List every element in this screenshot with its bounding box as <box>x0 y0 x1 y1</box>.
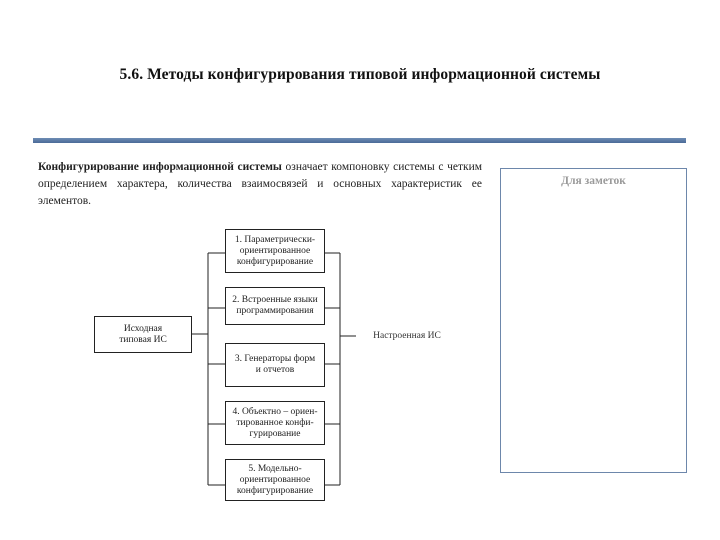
method-box <box>225 401 325 445</box>
page-title: 5.6. Методы конфигурирования типовой информационной системы <box>119 66 601 83</box>
method-label: 2. Встроенные языки программирования <box>232 295 318 316</box>
method-box <box>225 287 325 325</box>
intro-text: означает компоновку системы с четким определением характера, количества взаимосвязей и основных характеристик ее элементов. <box>38 161 482 207</box>
source-is-label: Исходная типовая ИС <box>119 323 167 345</box>
method-label: 3. Генераторы форм и отчетов <box>234 354 316 375</box>
method-label: 5. Модельно- ориентированное конфигурирование <box>236 463 314 496</box>
intro-term: Конфигурирование информационной системы <box>38 161 282 173</box>
notes-label: Для заметок <box>561 175 626 187</box>
method-box <box>225 459 325 501</box>
method-box <box>225 343 325 387</box>
source-is-box <box>94 316 192 353</box>
method-box <box>225 229 325 273</box>
method-label: 1. Параметрически- ориентированное конфигурирование <box>234 234 316 267</box>
method-label: 4. Объектно – ориен- тированное конфи- гурирование <box>232 406 318 439</box>
result-is-label: Настроенная ИС <box>373 331 441 341</box>
